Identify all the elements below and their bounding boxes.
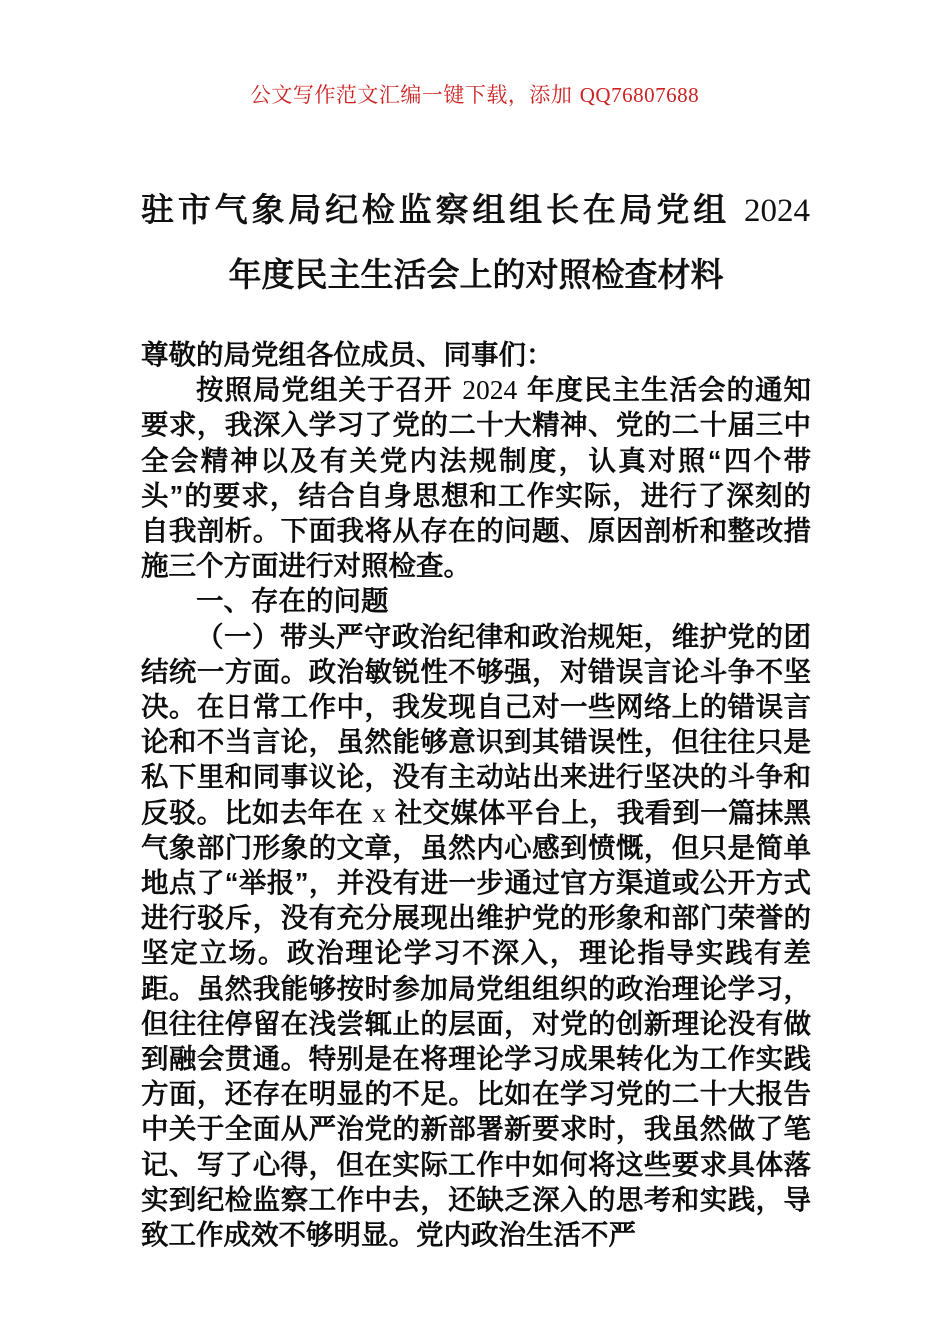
paragraph-opening: 按照局党组关于召开 2024 年度民主生活会的通知要求，我深入学习了党的二十大精神、党的二十届三中全会精神以及有关党内法规制度，认真对照“四个带头”的要求，结合自身思想和工作实际，进行了深刻的自我剖析。下面我将从存在的问题、原因剖析和整改措施三个方面进行对照检查。	[141, 374, 811, 582]
page-title-line-1: 驻市气象局纪检监察组组长在局党组 2024	[141, 191, 810, 229]
document-body	[141, 337, 811, 1252]
paragraph-item-one: （一）带头严守政治纪律和政治规矩，维护党的团结统一方面。政治敏锐性不够强，对错误言论斗争不坚决。在日常工作中，我发现自己对一些网络上的错误言论和不当言论，虽然能够意识到其错误性，但往往只是私下里和同事议论，没有主动站出来进行坚决的斗争和反驳。比如去年在 x 社交媒体平台上，我看到一篇抹黑气象部门形象的文章，虽然内心感到愤慨，但只是简单地点了“举报”，并没有进一步通过官方渠道或公开方式进行驳斥，没有充分展现出维护党的形象和部门荣誉的坚定立场。政治理论学习不深入，理论指导实践有差距。虽然我能够按时参加局党组组织的政治理论学习，但往往停留在浅尝辄止的层面，对党的创新理论没有做到融会贯通。特别是在将理论学习成果转化为工作实践方面，还存在明显的不足。比如在学习党的二十大报告中关于全面从严治党的新部署新要求时，我虽然做了笔记、写了心得，但在实际工作中如何将这些要求具体落实到纪检监察工作中去，还缺乏深入的思考和实践，导致工作成效不够明显。党内政治生活不严	[141, 620, 812, 1251]
section-heading-one: 一、存在的问题	[196, 585, 389, 617]
page-title-line-2: 年度民主生活会上的对照检查材料	[228, 256, 724, 293]
promo-banner-text: 公文写作范文汇编一键下载，添加 QQ76807688	[249, 83, 700, 107]
salutation: 尊敬的局党组各位成员、同事们：	[141, 339, 554, 370]
page-title	[141, 178, 811, 306]
